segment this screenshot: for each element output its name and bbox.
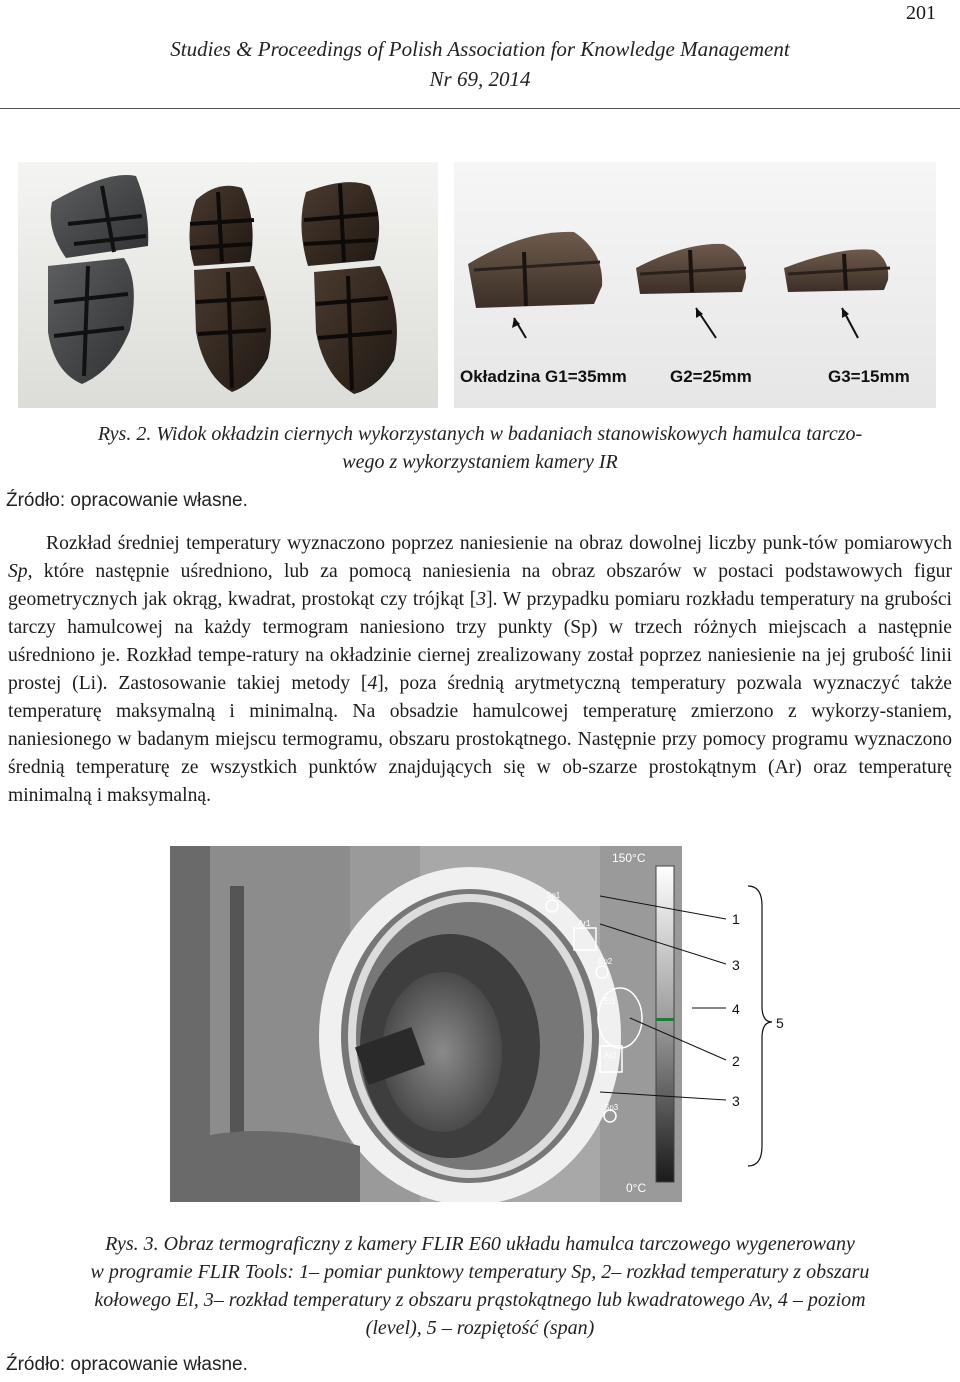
figure2-caption-line2: wego z wykorzystaniem kamery IR [342, 451, 618, 473]
figure3-caption [0, 1230, 960, 1342]
brace-label-5: 5 [776, 1015, 784, 1031]
figure3-caption-line2: w programie FLIR Tools: 1– pomiar punktowy temperatury Sp, 2– rozkład temperatury z obszaru [90, 1261, 870, 1283]
marker-el1-label: El1 [604, 997, 616, 1006]
marker-sp1-label: Sp1 [546, 891, 561, 900]
figure3-caption-line3: kołowego El, 3– rozkład temperatury z obszaru prąstokątnego lub kwadratowego Av, 4 – poziom [94, 1289, 866, 1311]
marker-sp3-label: Sp3 [604, 1103, 619, 1112]
brown-pad-right-top [301, 182, 379, 266]
thermogram-callouts [600, 846, 820, 1202]
journal-header [0, 34, 960, 94]
scale-max-label: 150°C [612, 851, 646, 865]
callout-4: 4 [732, 1001, 740, 1017]
figure3-caption-line1: Rys. 3. Obraz termograficzny z kamery FLIR E60 układu hamulca tarczowego wygenerowany [105, 1233, 855, 1255]
callout-1: 1 [732, 911, 740, 927]
figure3-caption-line4: (level), 5 – rozpiętość (span) [365, 1317, 595, 1339]
brake-pads-photo-left [18, 162, 438, 408]
journal-title: Studies & Proceedings of Polish Association for Knowledge Management [170, 37, 790, 61]
marker-ar1-label: Ar1 [578, 919, 591, 928]
figure2-source: Źródło: opracowanie własne. [6, 490, 248, 511]
body-text [8, 530, 952, 810]
brake-pads-photo-right [454, 162, 936, 408]
figure3-source: Źródło: opracowanie własne. [6, 1354, 248, 1375]
figure2-caption [0, 420, 960, 476]
figure2-caption-line1: Rys. 2. Widok okładzin ciernych wykorzystanych w badaniach stanowiskowych hamulca tarczo- [97, 423, 863, 445]
callout-3b: 3 [732, 1093, 740, 1109]
marker-sp2-label: Sp2 [598, 957, 613, 966]
citation-3: 3 [476, 589, 487, 610]
callout-3: 3 [732, 957, 740, 973]
label-g1: Okładzina G1=35mm [460, 367, 627, 386]
journal-issue: Nr 69, 2014 [429, 67, 531, 91]
label-g2: G2=25mm [670, 367, 752, 386]
scale-min-label: 0°C [626, 1181, 647, 1195]
marker-ar2-label: Ar2 [604, 1051, 617, 1060]
brown-pad-top [189, 186, 254, 266]
symbol-sp: Sp [8, 561, 28, 582]
span-brace [748, 886, 772, 1166]
callout-2: 2 [732, 1053, 740, 1069]
citation-4: 4 [367, 673, 378, 694]
header-rule [0, 108, 960, 109]
label-g3: G3=15mm [828, 367, 910, 386]
body-paragraph: Rozkład średniej temperatury wyznaczono poprzez naniesienie na obraz dowolnej liczby punk-tów pomiarowych Sp, które następnie uśredniono, lub za pomocą naniesienia na obraz obszarów w postaci podstawowych figur geometrycznych jak okrąg, kwadrat, prostokąt czy trójkąt [3]. W przypadku pomiaru rozkładu temperatury na grubości tarczy hamulcowej na każdy termogram naniesiono trzy punkty (Sp) w trzech różnych miejscach a następnie uśredniono je. Rozkład tempe-ratury na okładzinie ciernej zrealizowany został poprzez naniesienie na jej grubość linii prostej (Li). Zastosowanie takiej metody [4], poza średnią arytmetyczną temperatury pozwala wyznaczyć także temperaturę maksymalną i minimalną. Na obsadzie hamulcowej temperaturę zmierzono z wykorzy-staniem, naniesionego w badanym miejscu termogramu, obszaru prostokątnego. Następnie przy pomocy programu wyznaczono średnią temperaturę ze wszystkich punktów znajdujących się w ob-szarze prostokątnym (Ar) oraz temperaturę minimalną i maksymalną. [8, 533, 952, 806]
page-number: 201 [906, 2, 936, 24]
